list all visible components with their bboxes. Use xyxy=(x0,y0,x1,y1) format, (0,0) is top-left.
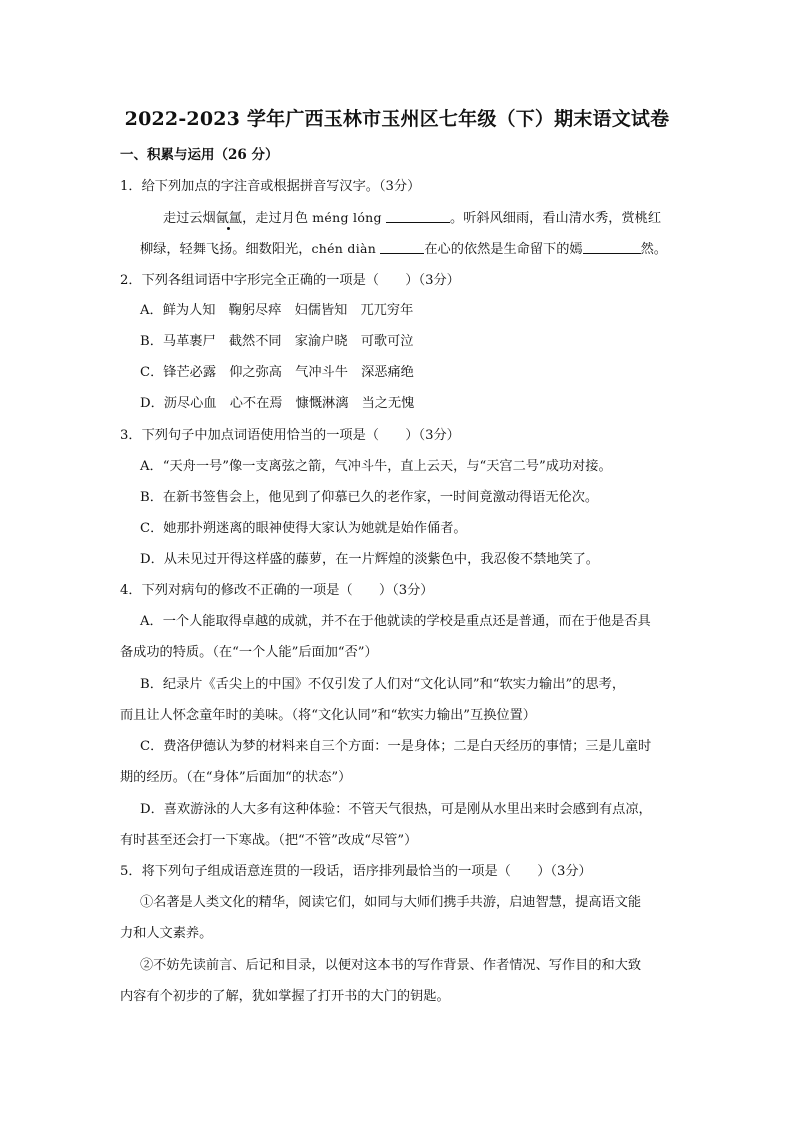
question-1-line-1: 走过云烟氤氲，走过月色 méng lóng 。听斜风细雨，看山清水秀，赏桃红 xyxy=(163,210,662,226)
question-3-option-a[interactable]: A．“天舟一号”像一支离弦之箭，气冲斗牛，直上云天，与“天宫二号”成功对接。 xyxy=(140,459,612,474)
question-4-option-b[interactable]: B．纪录片《舌尖上的中国》不仅引发了人们对“文化认同”和“软实力输出”的思考， xyxy=(140,677,626,692)
question-5-sentence-1-cont: 力和人文素养。 xyxy=(120,926,213,941)
question-3-option-c[interactable]: C．她那扑朔迷离的眼神使得大家认为她就是始作俑者。 xyxy=(140,521,467,536)
answer-blank[interactable] xyxy=(386,209,450,223)
question-3-stem: 3．下列句子中加点词语使用恰当的一项是（ ）（3分） xyxy=(120,428,460,443)
question-1-line-2: 柳绿，轻舞飞扬。细数阳光，chén diàn 在心的依然是生命留下的嫣 然。 xyxy=(140,241,667,257)
question-5-sentence-2-cont: 内容有个初步的了解，犹如掌握了打开书的大门的钥匙。 xyxy=(120,989,450,1004)
answer-blank[interactable] xyxy=(583,240,641,254)
question-4-option-d[interactable]: D．喜欢游泳的人大多有这种体验：不管天气很热，可是刚从水里出来时会感到有点凉， xyxy=(140,802,652,817)
question-5-sentence-1: ①名著是人类文化的精华，阅读它们，如同与大师们携手共游，启迪智慧，提高语文能 xyxy=(140,895,642,910)
pinyin-chendian: chén diàn xyxy=(311,241,377,256)
question-4-option-b-cont: 而且让人怀念童年时的美味。（将“文化认同”和“软实力输出”互换位置） xyxy=(120,708,536,723)
section-heading-1: 一、积累与运用（26 分） xyxy=(120,147,279,163)
question-4-option-c[interactable]: C．费洛伊德认为梦的材料来自三个方面：一是身体；二是白天经历的事情；三是儿童时 xyxy=(140,739,652,754)
question-4-option-a-cont: 备成功的特质。（在“一个人能”后面加“否”） xyxy=(120,645,378,660)
question-2-option-a[interactable]: A．鲜为人知 鞠躬尽瘁 妇儒皆知 兀兀穷年 xyxy=(140,303,414,318)
question-4-option-a[interactable]: A．一个人能取得卓越的成就，并不在于他就读的学校是重点还是普通，而在于他是否具 xyxy=(140,614,651,629)
question-4-option-c-cont: 期的经历。（在“身体”后面加“的状态”） xyxy=(120,770,352,785)
question-4-stem: 4．下列对病句的修改不正确的一项是（ ）（3分） xyxy=(120,583,434,598)
pinyin-menglong: méng lóng xyxy=(312,210,382,225)
page-title: 2022-2023 学年广西玉林市玉州区七年级（下）期末语文试卷 xyxy=(124,108,670,130)
question-5-stem: 5．将下列句子组成语意连贯的一段话，语序排列最恰当的一项是（ ）（3分） xyxy=(120,864,592,879)
question-2-option-c[interactable]: C．锋芒必露 仰之弥高 气冲斗牛 深恶痛绝 xyxy=(140,365,414,380)
question-4-option-d-cont: 有时甚至还会打一下寒战。（把“不管”改成“尽管”） xyxy=(120,833,418,848)
question-2-stem: 2．下列各组词语中字形完全正确的一项是（ ）（3分） xyxy=(120,273,460,288)
question-1-stem: 1．给下列加点的字注音或根据拼音写汉字。（3分） xyxy=(120,179,421,194)
dotted-word: 氤氲 xyxy=(215,211,243,226)
answer-blank[interactable] xyxy=(380,240,424,254)
question-3-option-d[interactable]: D．从未见过开得这样盛的藤萝，在一片辉煌的淡紫色中，我忍俊不禁地笑了。 xyxy=(140,552,599,567)
question-2-option-d[interactable]: D．沥尽心血 心不在焉 慷慨淋漓 当之无愧 xyxy=(140,396,415,411)
question-3-option-b[interactable]: B．在新书签售会上，他见到了仰慕已久的老作家，一时间竟激动得语无伦次。 xyxy=(140,490,599,505)
question-5-sentence-2: ②不妨先读前言、后记和目录，以便对这本书的写作背景、作者情况、写作目的和大致 xyxy=(140,958,642,973)
question-2-option-b[interactable]: B．马革裹尸 截然不同 家渝户晓 可歌可泣 xyxy=(140,334,414,349)
